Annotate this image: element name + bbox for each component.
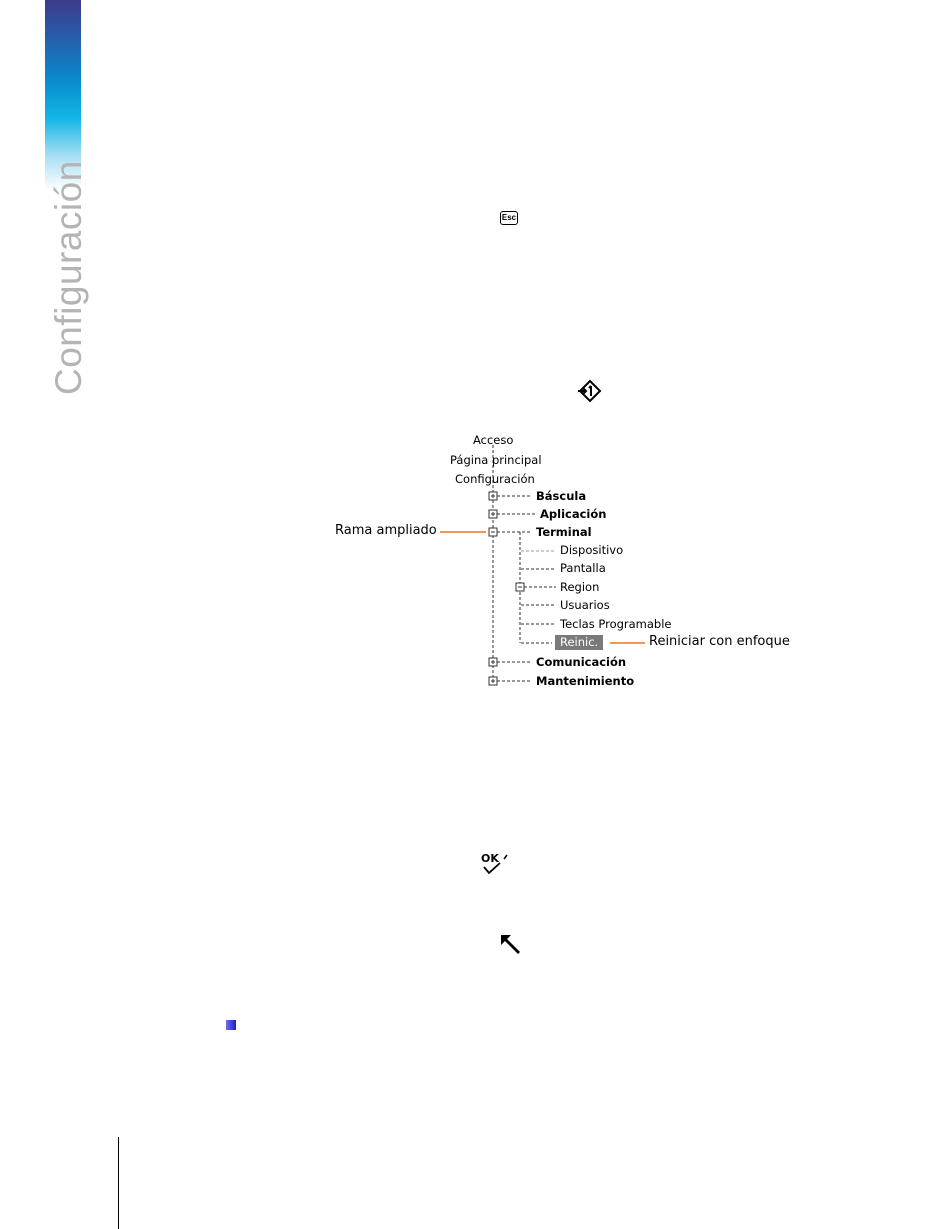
side-tab-title: Configuración [48, 160, 89, 395]
callout-reiniciar-con-enfoque: Reiniciar con enfoque [649, 634, 790, 649]
tree-branch-aplicacion: Aplicación [540, 507, 607, 521]
callout-rama-ampliado: Rama ampliado [335, 523, 437, 538]
tree-branch-comunicacion: Comunicación [536, 655, 627, 669]
page-margin-rule [118, 1137, 119, 1229]
tree-root-configuracion: Configuración [455, 472, 535, 486]
ok-key-icon [480, 851, 510, 877]
tree-item-dispositivo: Dispositivo [560, 543, 624, 557]
tree-item-region: Region [560, 580, 600, 594]
up-left-arrow-icon [498, 932, 524, 958]
tree-branch-bascula: Báscula [536, 489, 587, 503]
tree-item-pantalla: Pantalla [560, 561, 606, 575]
ok-key-label: OK [481, 852, 499, 865]
section-bullet-icon [226, 1020, 236, 1030]
setup-enter-icon [577, 378, 603, 404]
tree-branch-terminal: Terminal [536, 525, 592, 539]
tree-item-usuarios: Usuarios [560, 598, 610, 612]
esc-key-icon: Esc [500, 211, 518, 225]
tree-item-reinic-focused: Reinic. [555, 635, 603, 650]
tree-item-teclas-programable: Teclas Programable [560, 617, 672, 631]
tree-branch-mantenimiento: Mantenimiento [536, 674, 635, 688]
tree-root-acceso: Acceso [473, 433, 514, 447]
tree-root-pagina-principal: Página principal [450, 453, 542, 467]
